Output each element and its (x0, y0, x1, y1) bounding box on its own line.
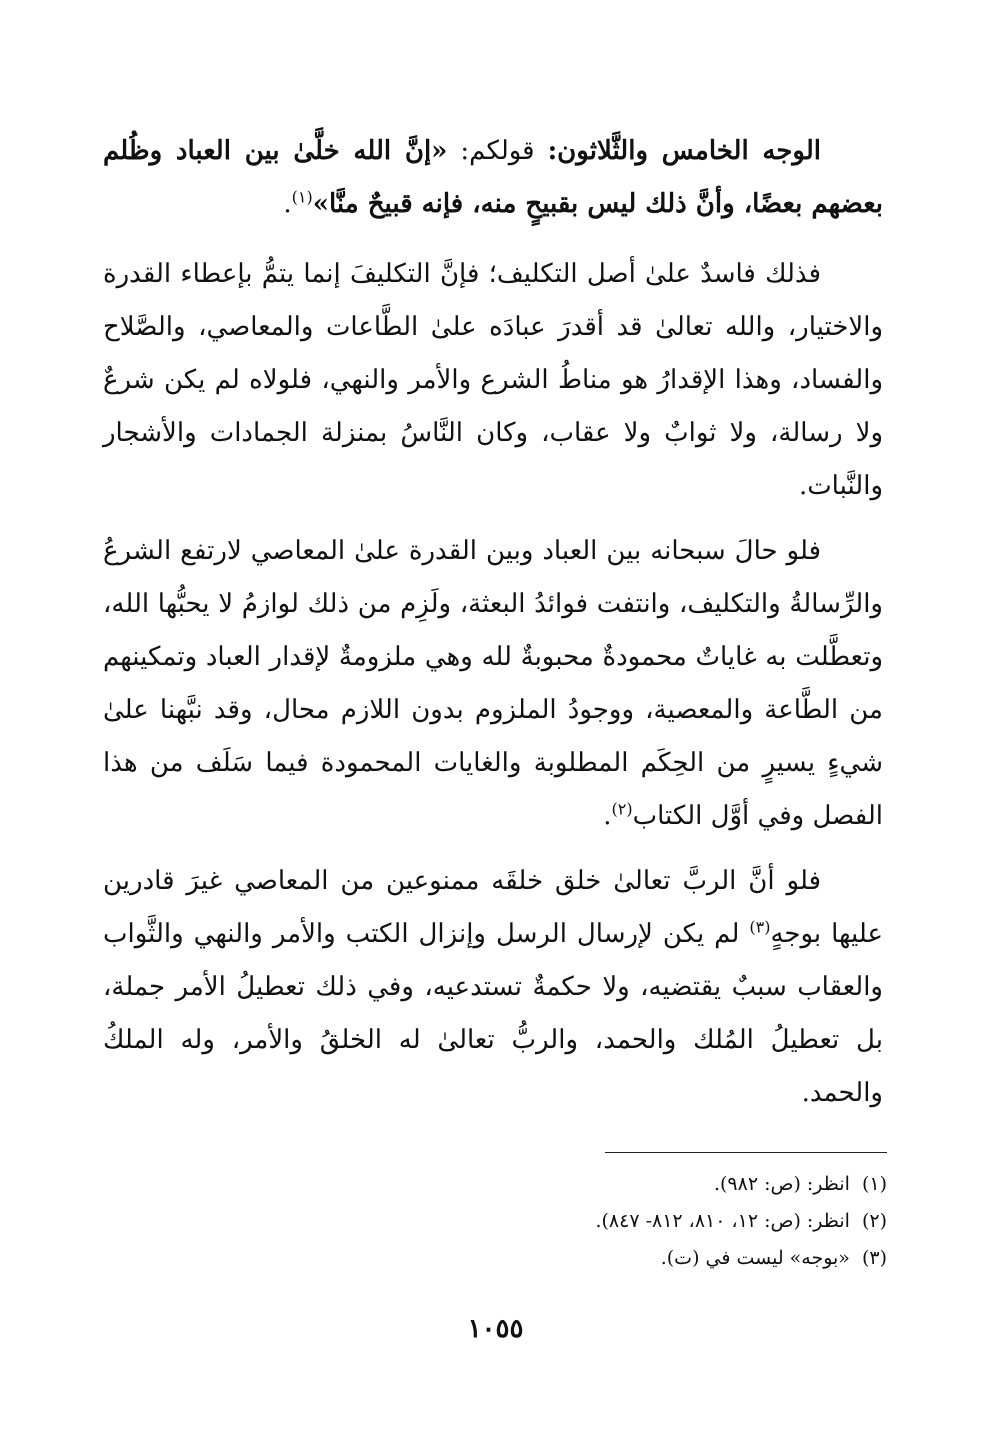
paragraph-1 (103, 125, 883, 231)
paragraph-3 (103, 525, 883, 843)
paragraph-4-text: فلو أنَّ الربَّ تعالىٰ خلق خلقَه ممنوعين من المعاصي غيرَ قادرين عليها بوجهٍ (103, 866, 883, 949)
paragraph-3-text: فلو حالَ سبحانه بين العباد وبين القدرة علىٰ المعاصي لارتفع الشرعُ والرِّسالةُ والتكليف، وانتفت فوائدُ البعثة، ولَزِم من ذلك لوازمُ لا يحبُّها الله، وتعطَّلت به غاياتٌ محمودةٌ محبوبةٌ لله وهي ملزومةٌ لإقدار العباد وتمكينهم من الطَّاعة والمعصية، ووجودُ الملزوم بدون اللازم محال، وقد نبَّهنا علىٰ شيءٍ يسيرٍ من الحِكَم المطلوبة والغايات المحمودة فيما سَلَف من هذا الفصل وفي أوَّل الكتاب (103, 536, 883, 831)
section-heading: الوجه الخامس والثَّلاثون: (547, 136, 822, 166)
paragraph-1-tail: . (283, 189, 292, 219)
paragraph-4-tail: لم يكن لإرسال الرسل وإنزال الكتب والأمر والنهي والثَّواب والعقاب سببٌ يقتضيه، ولا حكمةٌ تستدعيه، وفي ذلك تعطيلُ الأمر جملة، بل تعطيلُ المُلك والحمد، والربُّ تعالىٰ له الخلقُ والأمر، وله الملكُ والحمد. (103, 919, 883, 1108)
paragraph-4 (103, 855, 883, 1120)
footnote-1 (287, 1166, 887, 1203)
footnote-number: (٣) (861, 1247, 887, 1269)
footnote-number: (١) (861, 1173, 887, 1195)
footnote-text: انظر: (ص: ١٢، ٨١٠، ٨١٢- ٨٤٧). (595, 1210, 850, 1232)
footnote-ref-3: (٣) (749, 917, 771, 937)
footnote-ref-1: (١) (291, 187, 313, 207)
footnote-separator (605, 1152, 887, 1153)
paragraph-1-text: قولكم: (447, 136, 548, 166)
footnote-3 (287, 1240, 887, 1277)
footnote-text: «بوجه» ليست في (ت). (660, 1247, 850, 1269)
footnote-text: انظر: (ص: ٩٨٢). (713, 1173, 850, 1195)
footnote-ref-2: (٢) (611, 799, 633, 819)
paragraph-2: فذلك فاسدٌ علىٰ أصل التكليف؛ فإنَّ التكليفَ إنما يتمُّ بإعطاء القدرة والاختيار، والله تعالىٰ قد أقدرَ عبادَه علىٰ الطَّاعات والمعاصي، والصَّلاح والفساد، وهذا الإقدارُ هو مناطُ الشرع والأمر والنهي، فلولاه لم يكن شرعٌ ولا رسالة، ولا ثوابٌ ولا عقاب، وكان النَّاسُ بمنزلة الجمادات والأشجار والنَّبات. (103, 259, 883, 501)
page-number: ١٠٥٥ (467, 1314, 524, 1344)
footnote-2 (287, 1203, 887, 1240)
footnotes (287, 1166, 887, 1277)
quoted-claim: «إنَّ الله خلَّىٰ بين العباد وظُلم بعضهم بعضًا، وأنَّ ذلك ليس بقبيحٍ منه، فإنه قبيحٌ منَّا» (103, 136, 883, 219)
paragraph-3-tail: . (603, 801, 612, 831)
footnote-number: (٢) (861, 1210, 887, 1232)
